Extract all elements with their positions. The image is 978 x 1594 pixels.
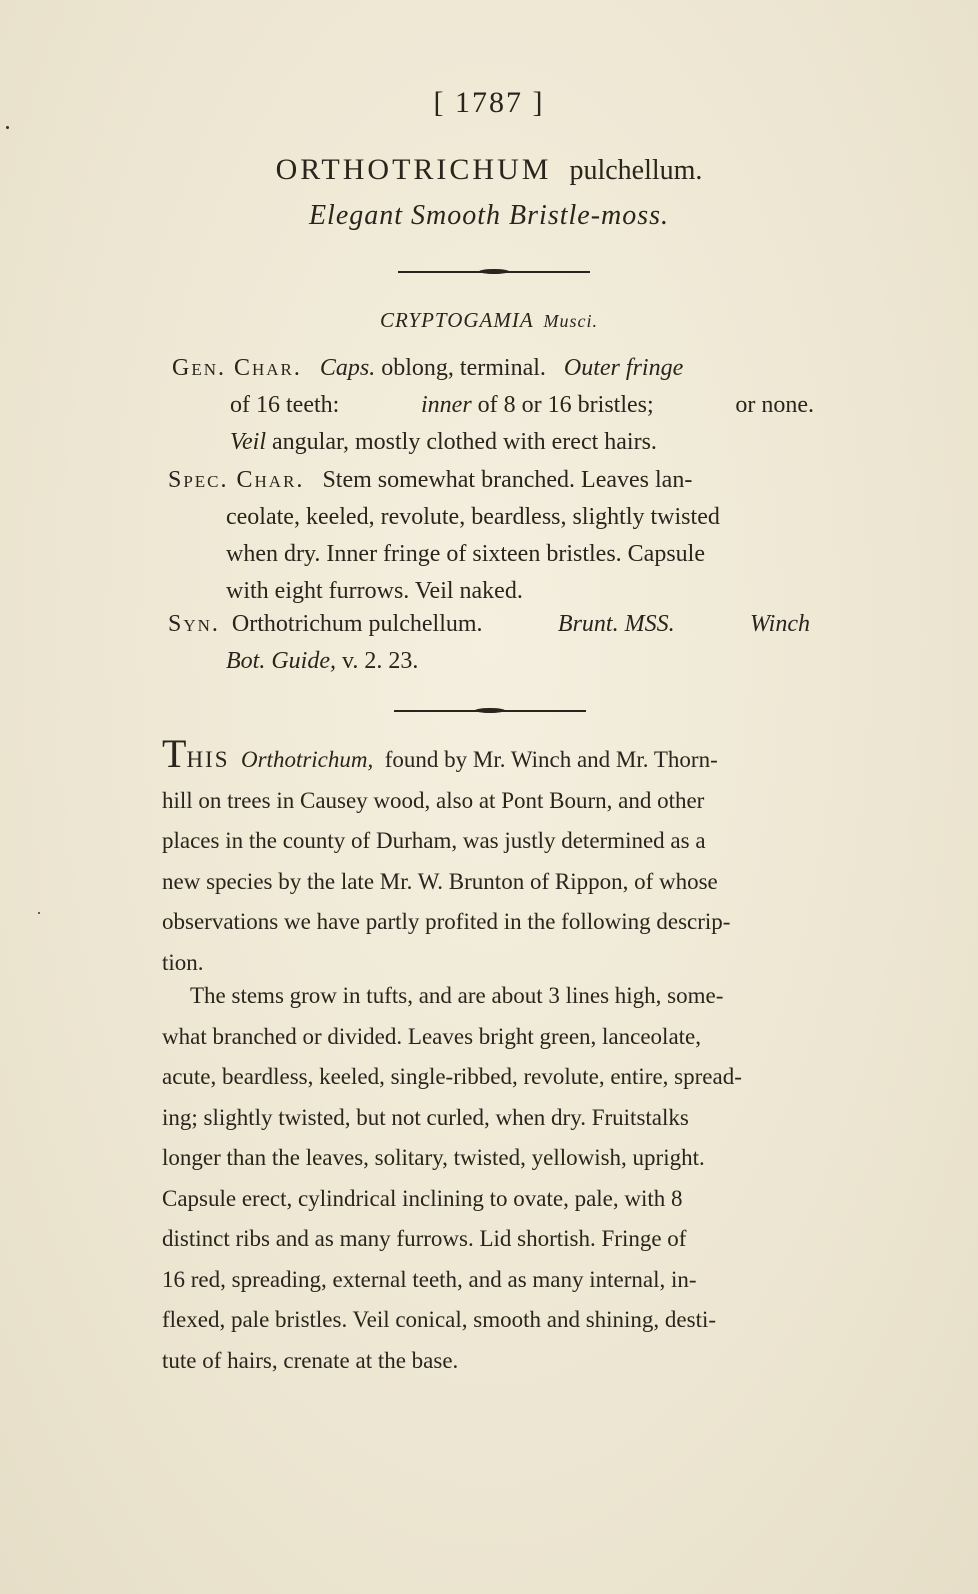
paragraph-intro xyxy=(162,731,808,983)
classification-class: CRYPTOGAMIA xyxy=(379,308,534,332)
generic-character xyxy=(172,350,814,461)
genus-name: ORTHOTRICHUM xyxy=(275,153,552,186)
gen-char-line-1: Gen. Char. Caps. oblong, terminal. Outer fringe xyxy=(172,355,684,381)
paragraph-line: acute, beardless, keeled, single-ribbed, revolute, entire, spread- xyxy=(162,1064,742,1089)
paragraph-line: what branched or divided. Leaves bright green, lanceolate, xyxy=(162,1023,701,1049)
paragraph-line: THIS Orthotrichum, found by Mr. Winch and Mr. Thorn- xyxy=(162,731,718,776)
paragraph-line: flexed, pale bristles. Veil conical, smooth and shining, desti- xyxy=(162,1307,717,1332)
ornamental-rule-bottom xyxy=(394,710,586,712)
paragraph-line: ing; slightly twisted, but not curled, when dry. Fruitstalks xyxy=(162,1104,689,1130)
syn-line-1: Syn. Orthotrichum pulchellum. Brunt. MSS. Winch xyxy=(168,611,810,637)
syn-label: Syn. xyxy=(168,611,220,637)
specific-character xyxy=(168,462,810,610)
drop-cap: T xyxy=(162,731,187,776)
paragraph-description xyxy=(162,976,808,1381)
paragraph-line: hill on trees in Causey wood, also at Pont Bourn, and other xyxy=(162,787,705,813)
paper-speck xyxy=(6,126,9,129)
paragraph-line: tute of hairs, crenate at the base. xyxy=(162,1347,459,1373)
species-title xyxy=(0,150,978,187)
synonymy xyxy=(168,606,810,680)
gen-char-line-3: Veil angular, mostly clothed with erect hairs. xyxy=(230,429,657,455)
spec-char-line-4: with eight furrows. Veil naked. xyxy=(226,578,523,604)
gen-char-label: Gen. Char. xyxy=(172,355,302,381)
gen-char-line-2: of 16 teeth: inner of 8 or 16 bristles; or none. xyxy=(230,392,814,418)
ornamental-rule-top xyxy=(398,271,590,273)
paragraph-line: 16 red, spreading, external teeth, and as many internal, in- xyxy=(162,1266,697,1292)
paragraph-line: new species by the late Mr. W. Brunton of Rippon, of whose xyxy=(162,868,718,894)
paragraph-line: observations we have partly profited in the following descrip- xyxy=(162,909,731,934)
spec-char-line-3: when dry. Inner fringe of sixteen bristles. Capsule xyxy=(226,541,705,567)
spec-char-label: Spec. Char. xyxy=(168,467,305,493)
species-epithet: pulchellum. xyxy=(569,155,703,186)
paper-speck xyxy=(38,912,40,914)
classification xyxy=(0,308,978,333)
paragraph-line: distinct ribs and as many furrows. Lid shortish. Fringe of xyxy=(162,1226,687,1251)
paragraph-line: tion. xyxy=(162,949,204,975)
syn-line-2: Bot. Guide, v. 2. 23. xyxy=(226,648,419,674)
common-name: Elegant Smooth Bristle-moss. xyxy=(308,200,670,231)
paragraph-line: places in the county of Durham, was justly determined as a xyxy=(162,828,706,853)
spec-char-line-2: ceolate, keeled, revolute, beardless, slightly twisted xyxy=(226,504,720,530)
paragraph-line: The stems grow in tufts, and are about 3 lines high, some- xyxy=(190,983,724,1008)
classification-order: Musci. xyxy=(543,311,599,331)
spec-char-line-1: Spec. Char. Stem somewhat branched. Leaves lan- xyxy=(168,467,693,493)
paragraph-line: longer than the leaves, solitary, twisted, yellowish, upright. xyxy=(162,1145,705,1170)
paragraph-line: Capsule erect, cylindrical inclining to ovate, pale, with 8 xyxy=(162,1185,683,1211)
page-number: [ 1787 ] xyxy=(433,86,545,119)
